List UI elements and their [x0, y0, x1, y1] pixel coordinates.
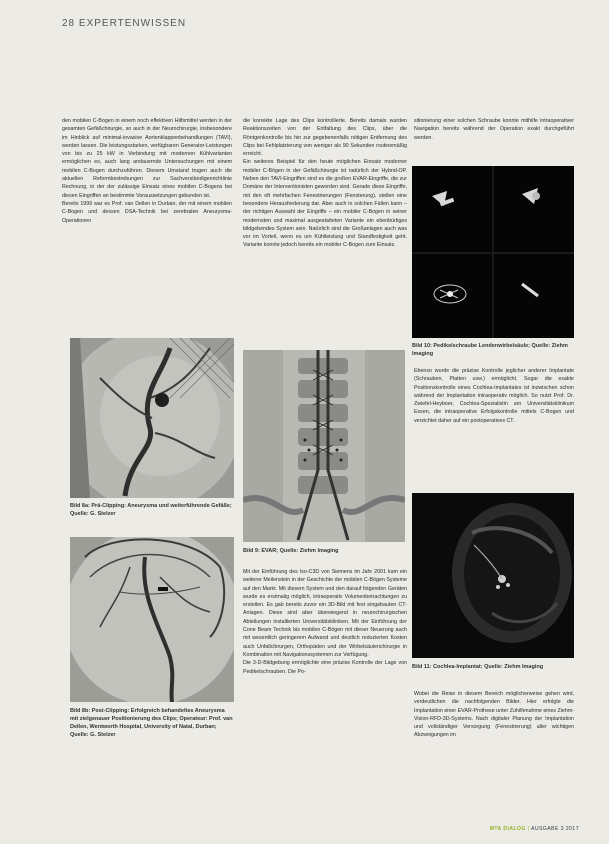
figure-9-image [243, 350, 405, 542]
figure-11-image [412, 493, 574, 658]
column-3-text-bottom [414, 690, 574, 740]
paragraph: den mobilen C-Bogen in einem noch effektiven Hilfsmittel werden in der gesamten Gefäßchirurgie, so auch in der Neurochirurgie, insbesondere im Hinblick auf minimal-invasive Aortenklappenbehandlungen (TAVI), werden lassen. Die leistungsstarken, verfügbaren Generator-Leistungen von bis zu 25 kW in Verbindung mit modernen Kühlvarianten ermöglichen es, auch lang andauernde Untersuchungen mit einem mobilen C-Bogen durchzuführen. Diesem Umstand trugen auch die aktuellen Reformbestrebungen zur Sachverständigenrichtlinie Rechnung, in der der zulässige Einsatz eines mobilen C-Bogens bei diesen Eingriffen an bestimmte Voraussetzungen gebunden ist. [62, 118, 232, 199]
paragraph: Bereits 1999 war es Prof. van Dellen in Durban, der mit einem mobilen C-Bogen und dessen DSA-Technik bei zerebralen Aneurysma-Operationen [62, 200, 232, 224]
footer-separator: | [527, 826, 530, 832]
paragraph: die korrekte Lage des Clips kontrollierte. Bereits damals wurden Reaktionszeiten von der Entfaltung des Clips, über die Röntgenkontrolle bis hin zur gegebenenfalls nötigen Entfernung des Clips bei Fehlplatzierung von weniger als 90 Sekunden routinemäßig erreicht. [243, 118, 407, 158]
paragraph: Wobei die Reise in diesem Bereich möglicherweise gehen wird, verdeutlichen die nachfolgenden Bilder. Hier erfolgte die Implantation einer EVAR-Prothese unter Zuhilfenahme eines Ziehm-Vision-RFD-3D-Systems. Nach digitaler Planung der Implantation und vollständiger Versorgung (Fenestrierung) aller wichtigen Abzweigungen im [414, 691, 574, 739]
paragraph: Ebenso wurde die präzise Kontrolle jeglicher anderer Implantate (Schrauben, Platten usw.) ermöglicht. Sogar die exakte Positionskontrolle eines Cochlea-Implantates ist inzwischen schon während der Implantation intraoperativ möglich. So nutzt Prof. Dr. Zwiefel-Heyboer, Cochlea-Spezialistin am Universitätsklinikum Essen, die intraoperative Erfolgskontrolle mittels C-Bogen und verzichtet daher auf ein postoperatives CT. [414, 368, 574, 424]
column-2-text-bottom [243, 568, 407, 676]
figure-10-image [412, 166, 574, 338]
issue-label: AUSGABE 3 2017 [531, 826, 579, 832]
paragraph: Die 3-D-Bildgebung ermöglichte eine präzise Kontrolle der Lage von Pedikelschrauben. Die Po- [243, 660, 407, 675]
figure-8a-image [70, 338, 234, 498]
page-footer [490, 826, 579, 832]
figure-9-caption: Bild 9: EVAR; Quelle: Ziehm Imaging [243, 548, 339, 554]
figure-8b-image [70, 537, 234, 702]
magazine-name: MTA DIALOG [489, 826, 526, 832]
column-1-text [62, 117, 232, 225]
figure-8a-caption: Bild 8a: Prä-Clipping: Aneurysma und weiterführende Gefäße; Quelle: G. Stelzer [70, 503, 232, 517]
column-2-text-top [243, 117, 407, 250]
paragraph: Mit der Einführung des Iso-C3D von Siemens im Jahr 2001 kam ein weiterer Meilenstein in der Geschichte der mobilen C-Bögen Systeme auf den Markt. Mit diesem System und den darauf folgenden Geräten wurde es erstmalig möglich, intraoperativ Volumenbetrachtungen zu erstellen. Es gab bereits zuvor ein 3D-Bild mit fest eingebauten CT-Anlagen. Diese sind aber überwiegend in neurochirurgischen Abteilungen installierten Universitätskliniken. Mit der Einführung der Cone Beam Technik bis mobilen C-Bögen mit dieser Neuerung auch mit wesentlich geringerem Aufwand und deutlich reduzierten Kosten auch Unfallchirurgen, Orthopäden und der Wirbelsäulenchirurgie in Kombination mit Navigationssystemen zur Verfügung. [243, 569, 407, 658]
column-3-text-middle [414, 367, 574, 425]
paragraph: Ein weiteres Beispiel für den heute möglichen Einsatz moderner mobiler C-Bögen in der Gefäßchirurgie ist natürlich der Hybrid-OP. Neben den TAVI-Eingriffen sind es die großen EVAR-Eingriffe, die zur Domäne der Interventionisten geworden sind. Gerade diese Eingriffe, mit den oft mehrfachen Fenestrierungen (Fensterung), stellen eine besondere Herausforderung dar. Aber auch in solchen Fällen kann – der richtigen Auswahl der Eingriffe – ein mobiler C-Bogen in seiner modernsten und maximal ausgestatteten Variante ein ebenbürtiges bildgebendes System sein. Natürlich sind die Großanlagen auch was vor im Vorteil, wenn es um Kühlleistung und Standfestigkeit geht. Variante konnte jedoch bereits ein mobiler C-Bogen zum Einsatz. [243, 159, 407, 249]
paragraph: sitionierung einer solchen Schraube konnte mithilfe intraoperativer Navigation bereits während der Operation exakt durchgeführt werden. [414, 118, 574, 141]
figure-8b-caption: Bild 8b: Post-Clipping: Erfolgreich behandeltes Aneurysma mit zielgenauer Positionierung des Clips; Operateur: Prof. van Dellen, Wentworth Hospital, University of Natal, Durban; Quelle: G. Stelzer [70, 708, 233, 738]
page-header: 28 EXPERTENWISSEN [62, 18, 187, 29]
figure-11-caption: Bild 11: Cochlea-Implantat; Quelle: Ziehm Imaging [412, 664, 544, 670]
column-3-text-top [414, 117, 574, 142]
figure-10-caption: Bild 10: Pedikelschraube Lendenwirbelsäule; Quelle: Ziehm Imaging [412, 343, 568, 357]
